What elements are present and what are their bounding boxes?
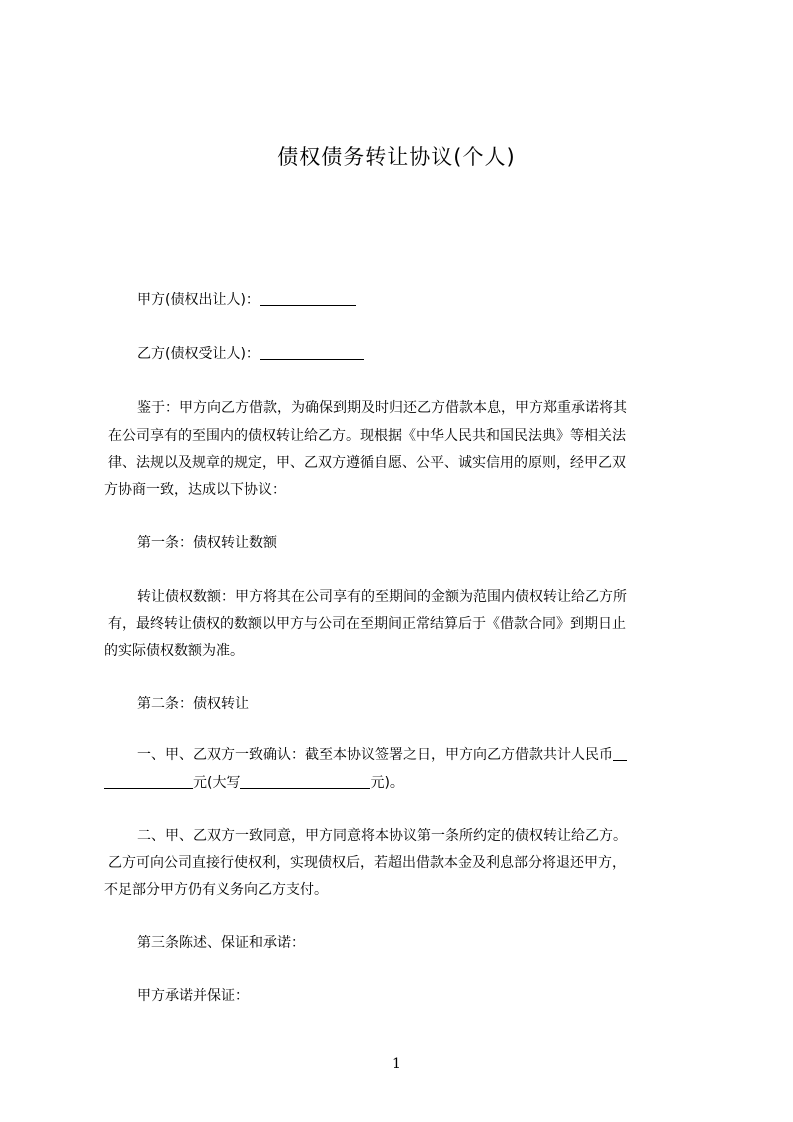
party-a-blank [260, 291, 356, 306]
article-1-line-2: 有，最终转让债权的数额以甲方与公司在至期间正常结算后于《借款合同》到期日止 [108, 616, 626, 632]
preamble-line-2: 在公司享有的至围内的债权转让给乙方。现根据《中华人民共和国民法典》等相关法 [108, 428, 626, 444]
article-2-item-1-line-1 [137, 745, 737, 765]
page-number: 1 [392, 1056, 401, 1072]
article-1-line-3: 的实际债权数额为准。 [104, 643, 244, 659]
article-2-item-1-text: 一、甲、乙双方一致确认：截至本协议签署之日，甲方向乙方借款共计人民币 [137, 747, 613, 763]
article-2-item-2-line-1: 二、甲、乙双方一致同意，甲方同意将本协议第一条所约定的债权转让给乙方。 [137, 828, 627, 844]
party-a-line [137, 290, 737, 310]
article-2-heading: 第二条：债权转让 [137, 696, 249, 712]
article-3-heading: 第三条陈述、保证和承诺： [137, 935, 305, 951]
party-b-line [137, 344, 737, 364]
party-a-commitment-heading: 甲方承诺并保证： [137, 988, 249, 1004]
article-2-item-1-line-2 [104, 773, 704, 793]
article-1-line-1: 转让债权数额：甲方将其在公司享有的至期间的金额为范围内债权转让给乙方所 [137, 589, 627, 605]
article-2-item-2-line-2: 乙方可向公司直接行使权利，实现债权后，若超出借款本金及利息部分将退还甲方， [108, 855, 626, 871]
party-a-label: 甲方(债权出让人)： [137, 292, 260, 308]
party-b-label: 乙方(债权受让人)： [137, 346, 260, 362]
preamble-line-4: 方协商一致，达成以下协议： [104, 482, 286, 498]
article-2-item-2-line-3: 不足部分甲方仍有义务向乙方支付。 [104, 882, 328, 898]
document-title: 债权债务转让协议(个人) [277, 145, 516, 169]
amount-words-blank [240, 774, 370, 789]
amount-blank-start [613, 746, 627, 761]
party-b-blank [260, 345, 364, 360]
preamble-line-1: 鉴于：甲方向乙方借款，为确保到期及时归还乙方借款本息，甲方郑重承诺将其 [137, 400, 627, 416]
amount-unit-text: 元(大写 [193, 775, 241, 791]
article-1-heading: 第一条：债权转让数额 [137, 535, 277, 551]
amount-close-text: 元)。 [370, 775, 404, 791]
preamble-line-3: 律、法规以及规章的规定，甲、乙双方遵循自愿、公平、诚实信用的原则，经甲乙双 [108, 455, 626, 471]
amount-blank [104, 774, 193, 789]
